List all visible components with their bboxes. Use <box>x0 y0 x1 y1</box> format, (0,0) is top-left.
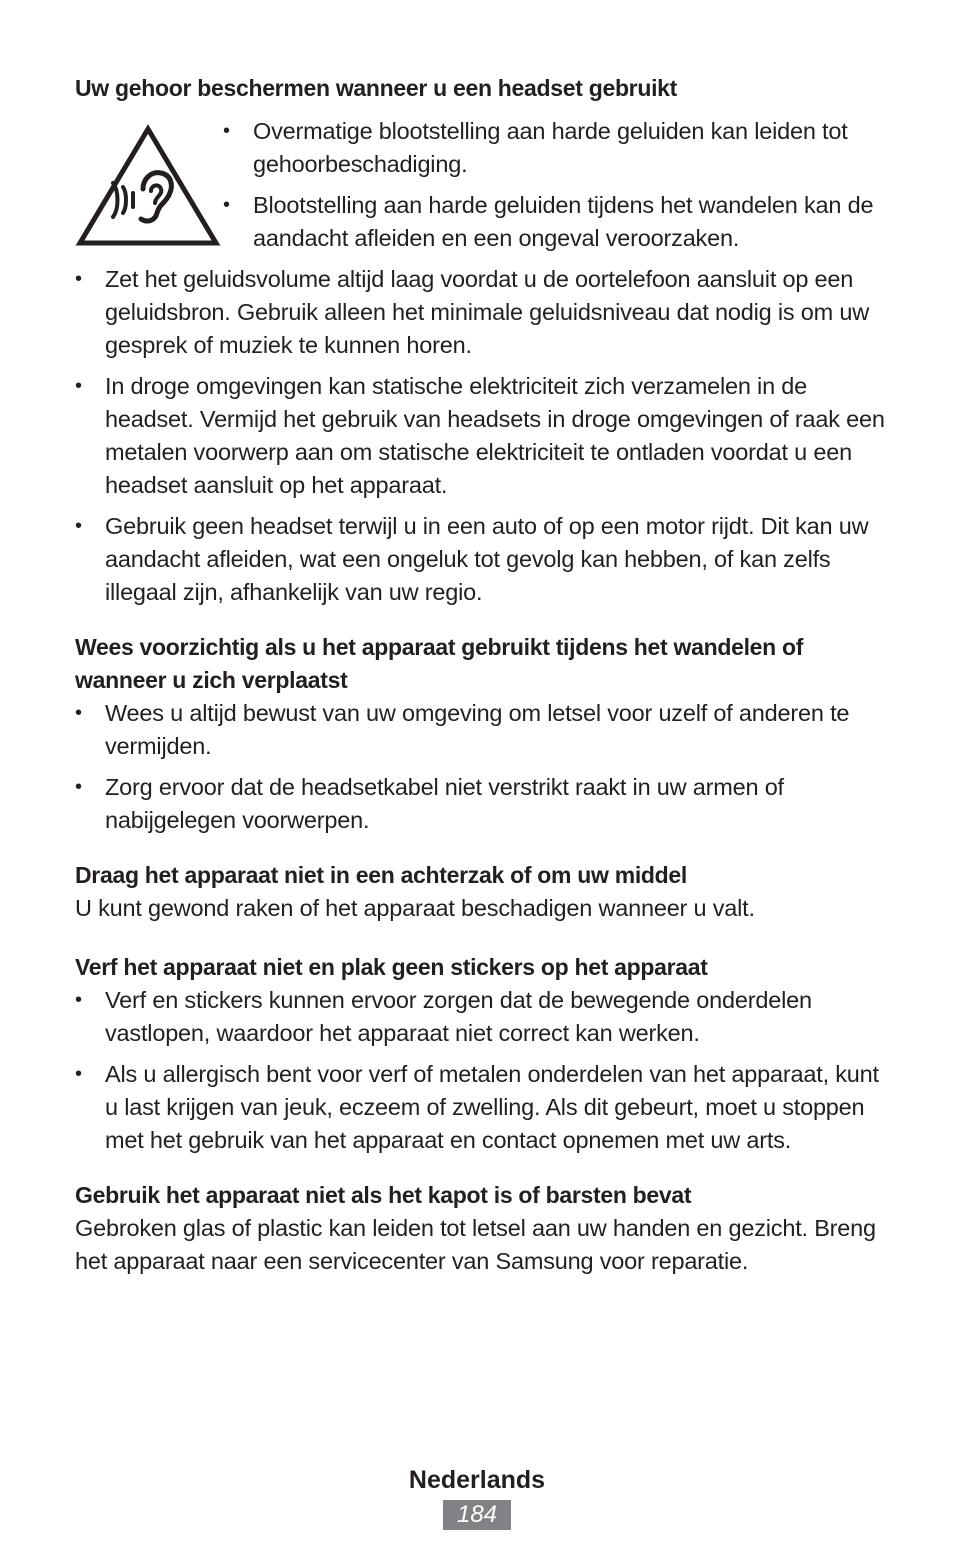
list-item: • Verf en stickers kunnen ervoor zorgen dat de bewegende onderdelen vastlopen, waardoor het apparaat niet correct kan werken. <box>75 987 812 1046</box>
broken-device-text: Gebroken glas of plastic kan leiden tot letsel aan uw handen en gezicht. Breng het apparaat naar een servicecenter van Samsung voor reparatie. <box>75 1215 876 1274</box>
section-heading-paint-stickers: Verf het apparaat niet en plak geen stickers op het apparaat <box>75 954 708 980</box>
list-item: • Zorg ervoor dat de headsetkabel niet verstrikt raakt in uw armen of nabijgelegen voorwerpen. <box>75 774 784 833</box>
section-heading-broken-device: Gebruik het apparaat niet als het kapot is of barsten bevat <box>75 1182 692 1208</box>
list-item: • Blootstelling aan harde geluiden tijdens het wandelen kan de aandacht afleiden en een ongeval veroorzaken. <box>223 192 874 251</box>
list-item: • Zet het geluidsvolume altijd laag voordat u de oortelefoon aansluit op een geluidsbron. Gebruik alleen het minimale geluidsniveau dat nodig is om uw gesprek of muziek te kunnen horen. <box>75 266 869 358</box>
section-heading-hearing: Uw gehoor beschermen wanneer u een headset gebruikt <box>75 75 678 101</box>
list-item: • Gebruik geen headset terwijl u in een auto of op een motor rijdt. Dit kan uw aandacht afleiden, wat een ongeluk tot gevolg kan hebben, of kan zelfs illegaal zijn, afhankelijk van uw regio. <box>75 513 869 605</box>
walking-bullets <box>75 697 885 837</box>
hearing-bullets <box>75 263 885 609</box>
page-number: 184 <box>443 1500 511 1530</box>
list-item: • Als u allergisch bent voor verf of metalen onderdelen van het apparaat, kunt u last krijgen van jeuk, eczeem of zwelling. Als dit gebeurt, moet u stoppen met het gebruik van het apparaat en contact opnemen met uw arts. <box>75 1061 879 1153</box>
list-item: • In droge omgevingen kan statische elektriciteit zich verzamelen in de headset. Vermijd het gebruik van headsets in droge omgevingen of raak een metalen voorwerp aan om statische elektriciteit te ontladen voordat u een headset aansluit op het apparaat. <box>75 373 885 498</box>
list-item: • Wees u altijd bewust van uw omgeving om letsel voor uzelf of anderen te vermijden. <box>75 700 850 759</box>
back-pocket-text: U kunt gewond raken of het apparaat beschadigen wanneer u valt. <box>75 895 755 921</box>
hearing-icon-bullets <box>223 115 885 263</box>
document-page <box>75 72 885 1278</box>
page-footer <box>0 1462 954 1530</box>
paint-stickers-bullets <box>75 984 885 1157</box>
section-heading-walking: Wees voorzichtig als u het apparaat gebruikt tijdens het wandelen of wanneer u zich verplaatst <box>75 634 804 693</box>
hearing-warning-icon <box>75 115 223 263</box>
list-item: • Overmatige blootstelling aan harde geluiden kan leiden tot gehoorbeschadiging. <box>223 118 848 177</box>
section-heading-back-pocket: Draag het apparaat niet in een achterzak of om uw middel <box>75 862 688 888</box>
hearing-warning-block <box>75 115 885 263</box>
footer-language: Nederlands <box>408 1466 546 1494</box>
